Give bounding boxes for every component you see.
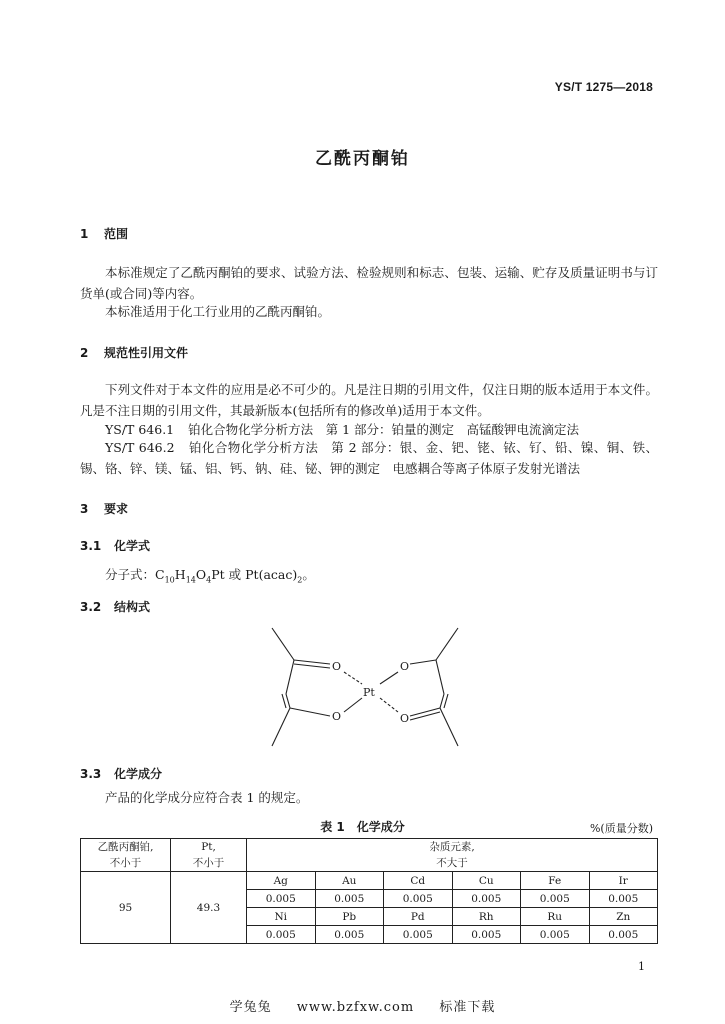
atom-o-3: O [400,660,410,673]
chemical-composition-table [80,838,658,944]
formula-prefix: 分子式： [105,567,156,582]
value-cell: 0.005 [589,890,658,908]
element-cell: Ag [247,872,316,890]
element-cell: Zn [589,908,658,926]
formula-h: H [174,567,186,582]
section-title: 规范性引用文件 [104,346,189,360]
value-cell: 0.005 [521,926,590,944]
value-cell: 0.005 [521,890,590,908]
structural-formula-diagram [250,622,480,752]
section-3-2-heading [80,598,150,615]
element-cell: Ir [589,872,658,890]
section-3-3-heading [80,765,162,782]
molecular-formula [105,565,315,585]
reference-code: YS/T 646.2 [105,440,175,455]
scope-paragraph-1: 本标准规定了乙酰丙酮铂的要求、试验方法、检验规则和标志、包装、运输、贮存及质量证明书与订货单(或合同)等内容。 [80,265,658,301]
section-title: 要求 [104,502,129,516]
reference-title: 铂化合物化学分析方法 第 2 部分：银、金、钯、铑、铱、钌、铅、镍、铜、铁、锡、铬、锌、镁、锰、铝、钙、钠、硅、铋、钾的测定 电感耦合等离子体原子发射光谱法 [80,440,658,476]
section-title: 化学式 [114,539,151,553]
value-cell: 0.005 [589,926,658,944]
section-3-heading [80,500,128,517]
header-cell-impurities [247,839,658,872]
header-cell-product [81,839,171,872]
scope-paragraph-2: 本标准适用于化工行业用的乙酰丙酮铂。 [105,304,331,319]
header-text: 不小于 [109,857,142,869]
product-value-cell: 95 [81,872,171,944]
element-cell: Au [315,872,384,890]
formula-alt-sub: 2 [297,575,303,585]
value-cell: 0.005 [315,890,384,908]
formula-o-sub: 4 [206,575,212,585]
element-cell: Ru [521,908,590,926]
value-cell: 0.005 [247,926,316,944]
table-unit: %(质量分数) [589,822,653,835]
atom-o-4: O [400,712,410,725]
formula-alt: Pt(acac) [245,567,298,582]
element-cell: Pb [315,908,384,926]
section-number: 2 [80,346,89,360]
footer-slogan: 标准下载 [439,1000,496,1015]
atom-o-1: O [332,660,342,673]
element-cell: Cu [452,872,521,890]
element-cell: Pd [384,908,453,926]
table-row [81,872,658,890]
header-text: 不大于 [436,857,468,869]
reference-item [105,420,579,438]
section-number: 3 [80,502,89,516]
composition-paragraph: 产品的化学成分应符合表 1 的规定。 [105,790,309,805]
reference-item [80,437,658,479]
formula-c: C [155,567,165,582]
element-cell: Rh [452,908,521,926]
atom-o-2: O [332,710,342,723]
pt-value-cell: 49.3 [171,872,247,944]
reference-code: YS/T 646.1 [105,422,175,437]
value-cell: 0.005 [247,890,316,908]
header-text: Pt, [201,841,216,853]
element-cell: Fe [521,872,590,890]
page-number: 1 [638,960,645,973]
section-title: 化学成分 [114,767,163,781]
section-title: 范围 [104,227,129,241]
value-cell: 0.005 [384,926,453,944]
header-text: 乙酰丙酮铂, [97,841,154,853]
formula-o: O [195,567,207,582]
value-cell: 0.005 [384,890,453,908]
formula-h-sub: 14 [185,575,196,585]
value-cell: 0.005 [452,926,521,944]
table-header-row [81,839,658,872]
table-caption: 表 1 化学成分 [320,820,405,834]
document-title: 乙酰丙酮铂 [315,149,410,169]
section-number: 1 [80,227,89,241]
element-cell: Cd [384,872,453,890]
header-text: 不小于 [192,857,225,869]
formula-c-sub: 10 [164,575,175,585]
header-text: 杂质元素, [429,841,475,853]
section-2-heading [80,344,188,361]
formula-or: 或 [228,567,242,582]
formula-end: 。 [302,567,315,582]
footer-url-link[interactable]: www.bzfxw.com [296,1000,415,1015]
atom-pt: Pt [363,686,375,699]
normative-intro-paragraph: 下列文件对于本文件的应用是必不可少的。凡是注日期的引用文件，仅注日期的版本适用于本文件。凡是不注日期的引用文件，其最新版本(包括所有的修改单)适用于本文件。 [80,382,658,418]
standard-code: YS/T 1275—2018 [554,80,653,94]
section-3-1-heading [80,537,150,554]
formula-pt: Pt [211,567,225,582]
section-title: 结构式 [114,600,151,614]
reference-title: 铂化合物化学分析方法 第 1 部分：铂量的测定 高锰酸钾电流滴定法 [188,422,580,437]
section-number: 3.1 [80,539,102,553]
header-cell-pt [171,839,247,872]
value-cell: 0.005 [452,890,521,908]
section-number: 3.2 [80,600,102,614]
footer-site-name: 学兔兔 [229,1000,272,1015]
value-cell: 0.005 [315,926,384,944]
section-number: 3.3 [80,767,102,781]
section-1-heading [80,225,128,242]
element-cell: Ni [247,908,316,926]
footer-watermark [0,996,725,1015]
